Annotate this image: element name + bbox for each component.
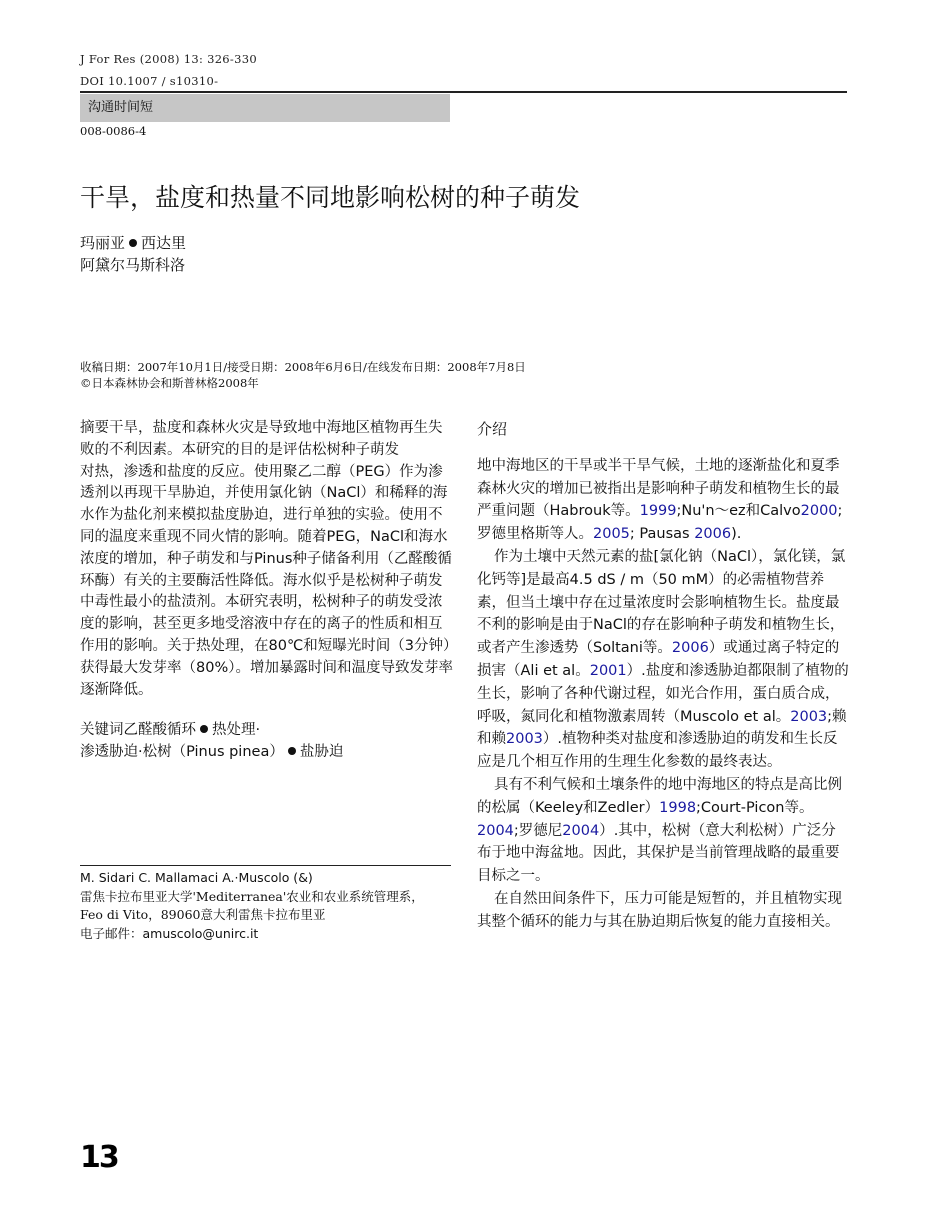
- citation-link[interactable]: 2006: [671, 640, 709, 657]
- text-run: ）或通过离子特定的损害（Ali et al。: [477, 640, 840, 679]
- text-run: ）.植物种类对盐度和渗透胁迫的萌发和生长反应是几个相互作用的生理生化参数的最终表达。: [477, 731, 838, 771]
- paper-title: 干旱，盐度和热量不同地影响松树的种子萌发: [80, 183, 581, 212]
- springer-logo: 13: [80, 1140, 118, 1175]
- keyword-separator-dot: [200, 725, 208, 733]
- citation-link[interactable]: 2003: [790, 708, 828, 725]
- email-link[interactable]: amuscolo@unirc.it: [142, 925, 259, 941]
- author-list: [80, 232, 186, 276]
- publication-dates: [80, 359, 526, 391]
- keyword: 关键词乙醛酸循环: [80, 722, 196, 739]
- dates-line: 收稿日期：2007年10月1日/接受日期：2008年6月6日/在线发布日期：2008年7月8日: [80, 360, 526, 374]
- text-run: ;Nu'n～ez和Calvo: [676, 503, 801, 520]
- citation-link[interactable]: 2003: [506, 731, 543, 748]
- text-run: 地中海地区的干旱或半干旱气候，土地的逐渐盐化和夏季森林火灾的增加已被指出是影响种子萌发和植物生长的最严重问题（Habrouk等。: [477, 457, 840, 520]
- author-name: 玛丽亚: [80, 234, 126, 252]
- author-name: 阿黛尔马斯科洛: [80, 256, 186, 274]
- text-run: ;罗德尼: [513, 822, 563, 839]
- text-run: ;罗德里格斯等人。: [477, 503, 843, 543]
- author-name: 西达里: [141, 234, 187, 252]
- journal-reference: J For Res (2008) 13: 326-330 DOI 10.1007 / s10310-: [80, 52, 257, 88]
- text-run: 作为土壤中天然元素的盐[氯化钠（NaCl），氯化镁，氯化钙等]是最高4.5 dS / m（50 mM）的必需植物营养素，但当土壤中存在过量浓度时会影响植物生长。盐度最不利的影响是由于NaCl的存在影响种子萌发和植物生长，或者产生渗透势（Soltani等。: [477, 548, 846, 657]
- affiliation-block: [80, 869, 455, 943]
- citation-link[interactable]: 2005: [593, 526, 630, 543]
- section-heading-introduction: 介绍: [477, 420, 508, 438]
- citation-link[interactable]: 2004: [477, 822, 514, 839]
- intro-paragraph: 在自然田间条件下，压力可能是短暂的，并且植物实现其整个循环的能力与其在胁迫期后恢复的能力直接相关。: [477, 890, 842, 930]
- citation-link[interactable]: 2001: [589, 662, 627, 679]
- keyword: 盐胁迫: [299, 744, 344, 761]
- keyword: 热处理·: [212, 722, 261, 739]
- text-run: ;赖和赖: [477, 708, 847, 748]
- citation-link[interactable]: 2004: [562, 822, 600, 839]
- text-run: 具有不利气候和土壤条件的地中海地区的特点是高比例的松属（Keeley和Zedler）: [477, 776, 842, 816]
- text-run: ; Pausas: [629, 526, 695, 543]
- text-run: ;Court-Picon等。: [696, 799, 814, 816]
- article-id: 008-0086-4: [80, 124, 147, 138]
- email-label: 电子邮件：: [80, 925, 143, 941]
- introduction-column: [477, 418, 849, 934]
- text-run: ）.其中，松树（意大利松树）广泛分布于地中海盆地。因此，其保护是当前管理战略的最重要目标之一。: [477, 822, 840, 885]
- citation-link[interactable]: 1999: [639, 503, 677, 520]
- abstract-paragraph: 摘要干旱，盐度和森林火灾是导致地中海地区植物再生失败的不利因素。本研究的目的是评估松树种子萌发: [80, 420, 443, 458]
- keyword-separator-dot: [288, 747, 296, 755]
- intro-paragraph: [477, 774, 849, 888]
- header-rule: [80, 91, 847, 93]
- intro-paragraph: [477, 546, 849, 774]
- author-separator-dot: [129, 239, 137, 247]
- citation-link[interactable]: 1998: [659, 799, 697, 816]
- citation-link[interactable]: 2006: [694, 526, 732, 543]
- copyright-line: ©日本森林协会和斯普林格2008年: [80, 376, 259, 390]
- affiliation-line: Feo di Vito，89060意大利雷焦卡拉布里亚: [80, 907, 326, 922]
- text-run: ).: [731, 526, 742, 543]
- text-run: ）.盐度和渗透胁迫都限制了植物的生长，影响了各种代谢过程，如光合作用，蛋白质合成，呼吸，氮同化和植物激素周转（Muscolo et al。: [477, 662, 849, 725]
- affiliation-authors: M. Sidari C. Mallamaci A.·Muscolo (&): [80, 870, 313, 885]
- keyword: 渗透胁迫·松树（Pinus pinea）: [80, 744, 284, 761]
- intro-paragraph: [477, 455, 849, 546]
- keywords: [80, 720, 455, 764]
- section-label: 沟通时间短: [80, 94, 450, 122]
- abstract-column: [80, 418, 455, 764]
- affiliation-line: 雷焦卡拉布里亚大学'Mediterranea'农业和农业系统管理系，: [80, 888, 424, 904]
- citation-link[interactable]: 2000: [800, 503, 838, 520]
- affiliation-rule: [80, 865, 451, 866]
- abstract-paragraph: 对热，渗透和盐度的反应。使用聚乙二醇（PEG）作为渗透剂以再现干旱胁迫，并使用氯化钠（NaCl）和稀释的海水作为盐化剂来模拟盐度胁迫，进行单独的实验。使用不同的温度来重现不同火情的影响。随着PEG，NaCl和海水浓度的增加，种子萌发和与Pinus种子储备利用（乙醛酸循环酶）有关的主要酶活性降低。海水似乎是松树种子萌发中毒性最小的盐渍剂。本研究表明，松树种子的萌发受浓度的影响，甚至更多地受溶液中存在的离子的性质和相互作用的影响。关于热处理，在80℃和短曝光时间（3分钟）获得最大发芽率（80%）。增加暴露时间和温度导致发芽率逐渐降低。: [80, 463, 453, 698]
